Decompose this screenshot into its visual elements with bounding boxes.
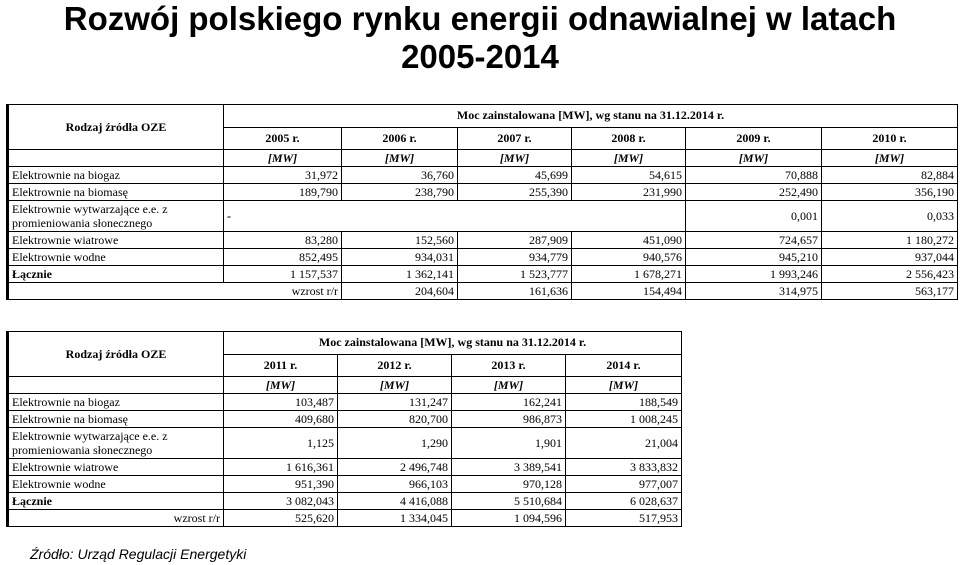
value-cell: 131,247 (338, 394, 452, 411)
value-cell: 4 416,088 (338, 493, 452, 510)
table-row-total (8, 493, 682, 510)
year-header: 2006 r. (342, 127, 458, 150)
value-cell: 970,128 (452, 476, 566, 493)
value-cell: 162,241 (452, 394, 566, 411)
capacity-table-2005-2010 (6, 104, 958, 300)
year-header: 2005 r. (224, 127, 342, 150)
row-label: Elektrownie wodne (8, 476, 224, 493)
growth-label: wzrost r/r (8, 510, 224, 527)
value-cell: 3 833,832 (566, 459, 682, 476)
table-row (8, 459, 682, 476)
table-row (8, 201, 958, 232)
year-header: 2012 r. (338, 354, 452, 377)
unit-cell: [MW] (572, 150, 686, 167)
value-cell: 1 180,272 (822, 232, 958, 249)
table-row-total (8, 266, 958, 283)
table-row (8, 394, 682, 411)
value-cell: 1 678,271 (572, 266, 686, 283)
group-header: Moc zainstalowana [MW], wg stanu na 31.12.2014 r. (224, 332, 682, 355)
title-line-1: Rozwój polskiego rynku energii odnawialnej w latach (63, 0, 897, 37)
year-header: 2010 r. (822, 127, 958, 150)
row-label: Łącznie (8, 266, 224, 283)
value-cell: 1 362,141 (342, 266, 458, 283)
table-row (8, 232, 958, 249)
value-cell: 820,700 (338, 411, 452, 428)
blank-cell (8, 150, 224, 167)
row-label: Elektrownie wodne (8, 249, 224, 266)
value-cell: 409,680 (224, 411, 338, 428)
source-note: Źródło: Urząd Regulacji Energetyki (30, 546, 247, 562)
value-cell: 238,790 (342, 184, 458, 201)
value-cell: 951,390 (224, 476, 338, 493)
blank-cell (8, 377, 224, 394)
value-cell: 5 510,684 (452, 493, 566, 510)
value-cell: 966,103 (338, 476, 452, 493)
growth-label: wzrost r/r (8, 283, 342, 300)
unit-cell: [MW] (224, 150, 342, 167)
year-header: 2009 r. (686, 127, 822, 150)
value-cell: 934,779 (458, 249, 572, 266)
unit-cell: [MW] (822, 150, 958, 167)
title-line-2: 2005-2014 (401, 38, 559, 75)
value-cell: 724,657 (686, 232, 822, 249)
table-row (8, 476, 682, 493)
unit-cell: [MW] (452, 377, 566, 394)
value-cell: 1 008,245 (566, 411, 682, 428)
table-row (8, 428, 682, 459)
value-cell: 986,873 (452, 411, 566, 428)
unit-cell: [MW] (566, 377, 682, 394)
value-cell: 70,888 (686, 167, 822, 184)
row-label: Łącznie (8, 493, 224, 510)
value-cell: 188,549 (566, 394, 682, 411)
value-cell: 0,033 (822, 201, 958, 232)
row-label: Elektrownie na biogaz (8, 167, 224, 184)
value-cell: 451,090 (572, 232, 686, 249)
value-cell: 1 993,246 (686, 266, 822, 283)
value-cell: 1,901 (452, 428, 566, 459)
value-cell: 1 334,045 (338, 510, 452, 527)
value-cell: 54,615 (572, 167, 686, 184)
value-cell: 0,001 (686, 201, 822, 232)
value-cell: 977,007 (566, 476, 682, 493)
table-row (8, 411, 682, 428)
value-cell: 1 157,537 (224, 266, 342, 283)
year-header: 2013 r. (452, 354, 566, 377)
unit-cell: [MW] (338, 377, 452, 394)
value-cell: 287,909 (458, 232, 572, 249)
value-cell: 1 094,596 (452, 510, 566, 527)
value-cell: 6 028,637 (566, 493, 682, 510)
value-cell: 852,495 (224, 249, 342, 266)
capacity-table-2011-2014 (6, 331, 682, 527)
year-header: 2011 r. (224, 354, 338, 377)
value-cell: 525,620 (224, 510, 338, 527)
value-cell: 937,044 (822, 249, 958, 266)
value-cell: 189,790 (224, 184, 342, 201)
value-cell: 161,636 (458, 283, 572, 300)
value-cell: 314,975 (686, 283, 822, 300)
value-cell: 255,390 (458, 184, 572, 201)
value-cell: 2 496,748 (338, 459, 452, 476)
value-cell: 356,190 (822, 184, 958, 201)
value-cell: 36,760 (342, 167, 458, 184)
value-cell: 945,210 (686, 249, 822, 266)
unit-cell: [MW] (458, 150, 572, 167)
table-row-growth (8, 510, 682, 527)
row-label: Elektrownie wytwarzające e.e. z promieniowania słonecznego (8, 428, 224, 459)
unit-cell: [MW] (342, 150, 458, 167)
value-cell: 1 616,361 (224, 459, 338, 476)
value-cell: 3 082,043 (224, 493, 338, 510)
group-header: Moc zainstalowana [MW], wg stanu na 31.12.2014 r. (224, 105, 958, 128)
year-header: 2014 r. (566, 354, 682, 377)
value-cell: 83,280 (224, 232, 342, 249)
value-cell: 934,031 (342, 249, 458, 266)
table-row (8, 249, 958, 266)
row-label: Elektrownie wiatrowe (8, 459, 224, 476)
value-cell: 82,884 (822, 167, 958, 184)
unit-cell: [MW] (686, 150, 822, 167)
year-header: 2008 r. (572, 127, 686, 150)
value-cell: 1,290 (338, 428, 452, 459)
value-cell: 517,953 (566, 510, 682, 527)
value-cell: 940,576 (572, 249, 686, 266)
value-cell: 252,490 (686, 184, 822, 201)
value-cell: 21,004 (566, 428, 682, 459)
value-cell: 103,487 (224, 394, 338, 411)
value-cell: 204,604 (342, 283, 458, 300)
value-cell: 231,990 (572, 184, 686, 201)
value-cell: 2 556,423 (822, 266, 958, 283)
year-header: 2007 r. (458, 127, 572, 150)
table-row (8, 184, 958, 201)
unit-cell: [MW] (224, 377, 338, 394)
row-label: Elektrownie na biomasę (8, 411, 224, 428)
table-row-growth (8, 283, 958, 300)
value-cell: 563,177 (822, 283, 958, 300)
value-cell: 3 389,541 (452, 459, 566, 476)
type-header: Rodzaj źródła OZE (8, 105, 224, 150)
row-label: Elektrownie na biomasę (8, 184, 224, 201)
type-header: Rodzaj źródła OZE (8, 332, 224, 377)
value-cell: - (224, 201, 686, 232)
row-label: Elektrownie wytwarzające e.e. z promieniowania słonecznego (8, 201, 224, 232)
table-row (8, 167, 958, 184)
value-cell: 45,699 (458, 167, 572, 184)
row-label: Elektrownie na biogaz (8, 394, 224, 411)
value-cell: 1,125 (224, 428, 338, 459)
row-label: Elektrownie wiatrowe (8, 232, 224, 249)
value-cell: 154,494 (572, 283, 686, 300)
value-cell: 152,560 (342, 232, 458, 249)
page-title (0, 0, 960, 76)
value-cell: 31,972 (224, 167, 342, 184)
value-cell: 1 523,777 (458, 266, 572, 283)
